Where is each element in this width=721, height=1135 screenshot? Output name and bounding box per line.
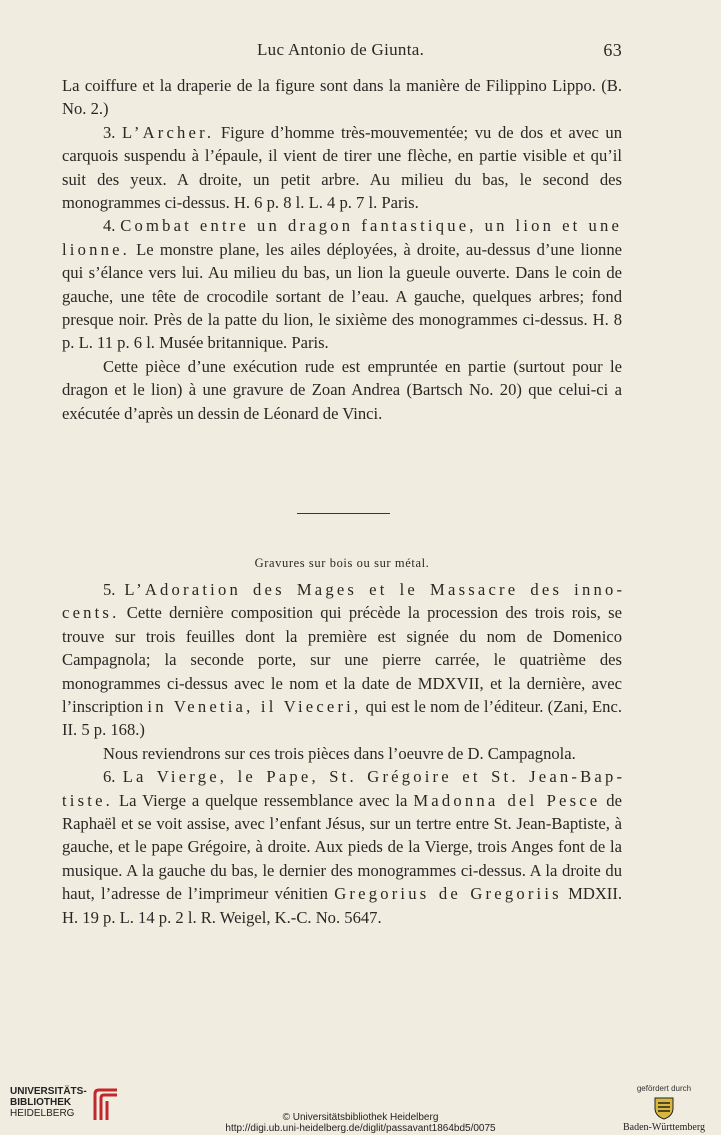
spaced-title: L’Adoration des Mages et le Massacre des innocents. — [62, 580, 623, 623]
text-run: de Raphaël et se voit assise, avec l’enfant Jésus, sur un tertre entre St. Jean-Baptiste, à gauche, et le pape Grégoire, à droite. Aux pieds de la Vierge, trois Anges font de la musique. A la gauche du bas, le dernier des monogrammes ci-dessus. A la droite du haut, l’adresse de l’imprimeur vénitien — [62, 790, 622, 904]
text-run: qui est le nom de l’éditeur. (Zani, Enc. II. 5 p. 168.) — [62, 697, 622, 740]
digitization-footer — [0, 1080, 721, 1135]
spaced-title: Gregorius de Gregoriis — [334, 884, 562, 904]
text-run: MDXII. H. 19 p. L. 14 p. 2 l. R. Weigel, K.-C. No. 5647. — [62, 884, 622, 927]
spaced-title: Combat entre un dragon fantastique, un lion et une lionne. — [62, 216, 623, 259]
copyright-line: © Universitätsbibliothek Heidelberg — [282, 1112, 439, 1123]
spaced-title: L’Archer. — [122, 122, 215, 142]
spaced-title: Madonna del Pesce — [413, 790, 601, 810]
paragraph — [62, 578, 622, 742]
text-run: Cette pièce d’une exécution rude est empruntée en partie (surtout pour le dragon et le lion) à une gravure de Zoan Andrea (Bartsch No. 20) que celui-ci a exécutée d’après un dessin de Léonard de Vinci. — [62, 356, 622, 423]
catalogue-entries-2 — [62, 578, 622, 929]
coat-of-arms-icon — [653, 1096, 675, 1120]
text-run: Figure d’homme très-mouvementée; vu de dos et avec un carquois suspendu à l’épaule, il vient de tirer une flèche, en partie visible et qu’il suit des yeux. A droite, un petit arbre. Au milieu du bas, le second des monogrammes ci-dessus. H. 6 p. 8 l. L. 4 p. 7 l. Paris. — [62, 122, 622, 213]
library-name: UNIVERSITÄTS- BIBLIOTHEK HEIDELBERG — [10, 1086, 87, 1119]
section-heading: Gravures sur bois ou sur métal. — [254, 556, 430, 570]
state-name: Baden-Württemberg — [622, 1122, 705, 1133]
section-divider — [297, 513, 390, 514]
text-run: Le monstre plane, les ailes déployées, à droite, au-dessus d’une lionne qui s’élance vers lui. Au milieu du bas, un lion la gueule ouverte. Dans le coin de gauche, une tête de crocodile sortant de l’eau. A gauche, quelques arbres; fond presque noir. Près de la patte du lion, le sixième des monogrammes ci-dessus. H. 8 p. L. 11 p. 6 l. Musée britannique. Paris. — [62, 239, 622, 353]
paragraph — [62, 765, 622, 929]
source-url[interactable]: http://digi.ub.uni-heidelberg.de/diglit/passavant1864bd5/0075 — [225, 1123, 496, 1134]
paragraph — [62, 355, 622, 425]
paragraph — [62, 121, 622, 215]
page-number: 63 — [603, 40, 622, 60]
text-run: 6. — [103, 767, 123, 787]
spaced-title: in Venetia, il Vieceri, — [147, 697, 362, 717]
paragraph — [62, 214, 622, 354]
funding-note — [619, 1084, 709, 1133]
text-run: La Vierge a quelque ressemblance avec la — [113, 790, 414, 810]
paragraph — [62, 742, 622, 765]
text-run: Cette dernière composition qui précède la procession des trois rois, se trouve sur trois feuilles dont la première est signée du nom de Domenico Campagnola; la seconde porte, sur une pierre carrée, le quatrième des monogrammes ci-dessus avec le nom et la date de MDXVII, et la dernière, avec l’inscription — [62, 603, 622, 717]
footer-credits — [0, 1112, 721, 1134]
paragraph — [62, 74, 622, 121]
text-run: 5. — [103, 580, 125, 599]
funded-by-label: gefördert durch — [636, 1084, 692, 1093]
text-run: 3. — [103, 122, 123, 142]
text-run: La coiffure et la draperie de la figure sont dans la manière de Filippino Lippo. (B. No. 2.) — [62, 76, 622, 119]
text-run: Nous reviendrons sur ces trois pièces dans l’oeuvre de D. Campagnola. — [103, 743, 576, 763]
catalogue-entries-1 — [62, 74, 622, 425]
text-run: 4. — [103, 216, 121, 236]
running-title: Luc Antonio de Giunta. — [257, 40, 425, 59]
spaced-title: La Vierge, le Pape, St. Grégoire et St. Jean-Baptiste. — [62, 767, 622, 810]
